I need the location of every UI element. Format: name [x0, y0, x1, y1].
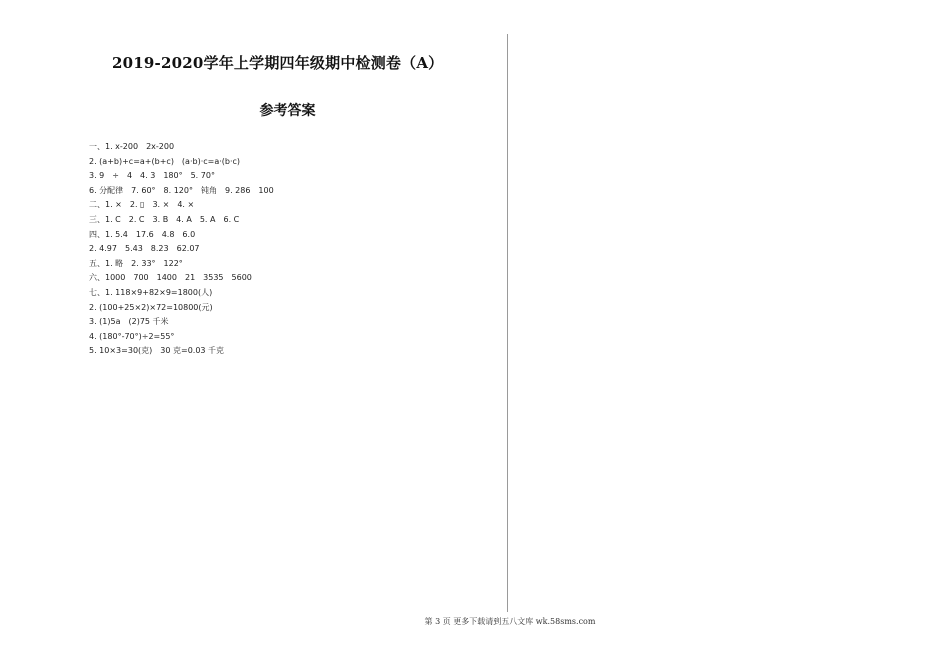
- answer-line: 2. (100+25×2)×72=10800(元): [89, 302, 213, 312]
- page-footer: 第 3 页 更多下载请到五八文库 wk.58sms.com: [424, 617, 596, 626]
- answer-line: 五、1. 略 2. 33° 122°: [89, 258, 183, 268]
- answer-line: 2. 4.97 5.43 8.23 62.07: [89, 244, 200, 254]
- answer-line: 4. (180°-70°)÷2=55°: [89, 331, 175, 341]
- answer-key-heading: 参考答案: [259, 103, 316, 119]
- answer-line: 一、1. x-200 2x-200: [89, 142, 175, 151]
- answer-line: 2. (a+b)+c=a+(b+c) (a·b)·c=a·(b·c): [89, 156, 241, 166]
- page-title: 2019-2020学年上学期四年级期中检测卷（A）: [112, 54, 444, 72]
- column-divider: [507, 34, 508, 612]
- answer-line: 6. 分配律 7. 60° 8. 120° 钝角 9. 286 100: [89, 185, 274, 195]
- answer-line: 三、1. C 2. C 3. B 4. A 5. A 6. C: [89, 214, 240, 224]
- answer-line: 3. 9 ÷ 4 4. 3 180° 5. 70°: [89, 171, 215, 181]
- answer-line: 七、1. 118×9+82×9=1800(人): [89, 287, 213, 297]
- answer-line: 四、1. 5.4 17.6 4.8 6.0: [89, 229, 196, 239]
- answer-list: [89, 140, 489, 359]
- answer-line: 二、1. × 2. ▯ 3. × 4. ×: [89, 200, 195, 210]
- answer-line: 六、1000 700 1400 21 3535 5600: [89, 273, 252, 283]
- answer-line: 5. 10×3=30(克) 30 克=0.03 千克: [89, 346, 225, 356]
- answer-line: 3. (1)5a (2)75 千米: [89, 317, 169, 327]
